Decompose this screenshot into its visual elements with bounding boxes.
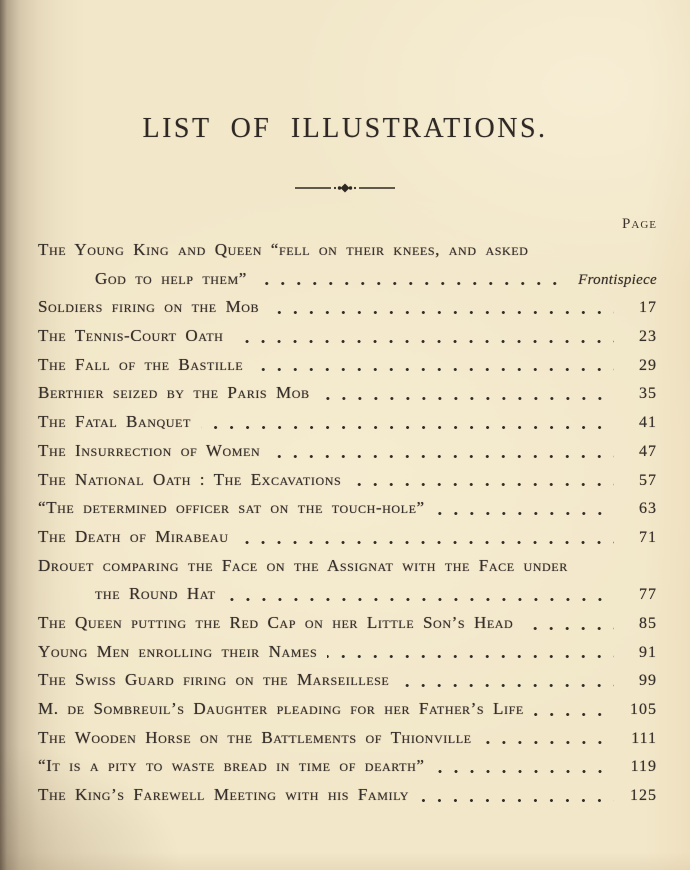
illustration-entry-line [38, 638, 657, 667]
entry-page-number: 119 [630, 758, 657, 776]
illustration-entry-line [38, 580, 657, 609]
entry-page-number: 35 [639, 385, 657, 403]
leader-dots [191, 408, 623, 437]
entry-title: Young Men enrolling their Names [38, 641, 318, 661]
entry-title: Berthier seized by the Paris Mob [38, 383, 310, 403]
fleuron-divider-icon [293, 182, 397, 194]
illustration-entry-line [38, 293, 657, 322]
entry-page-number: 125 [630, 787, 657, 805]
entry-page-number: 23 [639, 328, 657, 346]
leader-dots [243, 351, 623, 380]
leader-dots [341, 466, 623, 495]
illustration-entry-line [38, 781, 657, 810]
entry-title: The Death of Mirabeau [38, 526, 229, 546]
entry-page-number: 85 [639, 614, 657, 632]
leader-dots [409, 781, 623, 810]
illustration-entry-line [38, 265, 657, 294]
entry-title: The Young King and Queen “fell on their knees, and asked [38, 240, 529, 259]
entry-page-number: 47 [639, 442, 657, 460]
illustration-entry-line [38, 695, 657, 724]
leader-dots [260, 437, 623, 466]
entry-title: The King’s Farewell Meeting with his Family [38, 785, 410, 805]
entry-title: Soldiers firing on the Mob [38, 297, 260, 317]
entry-page-number: Frontispiece [578, 271, 657, 288]
leader-dots [228, 523, 623, 552]
entry-page-number: 99 [639, 672, 657, 690]
illustration-entry-line [38, 466, 657, 495]
divider-ornament [0, 181, 690, 199]
illustration-entry-line [38, 552, 657, 581]
illustration-entry-line [38, 724, 657, 753]
leader-dots [216, 580, 623, 609]
leader-dots [259, 293, 623, 322]
illustration-entry-line [38, 523, 657, 552]
entry-title: Drouet comparing the Face on the Assignat with the Face under [38, 555, 568, 575]
leader-dots [513, 609, 623, 638]
page-column-header: Page [622, 216, 657, 232]
illustration-entry-line [38, 752, 657, 781]
illustration-entry-line [38, 322, 657, 351]
entry-page-number: 57 [639, 471, 657, 489]
entry-title: “The determined officer sat on the touch-hole” [38, 498, 425, 518]
leader-dots [389, 666, 623, 695]
leader-dots [317, 638, 623, 667]
entry-title: “It is a pity to waste bread in time of dearth” [38, 756, 425, 776]
entry-page-number: 105 [630, 701, 657, 718]
illustration-entry-line [38, 609, 657, 638]
illustrations-list [38, 212, 657, 810]
entry-title: God to help them” [95, 268, 247, 288]
leader-dots [524, 695, 623, 724]
leader-dots [247, 265, 578, 294]
entry-page-number: 29 [639, 356, 657, 374]
entry-title: The Swiss Guard firing on the Marseillese [38, 670, 390, 690]
entry-title: The Fatal Banquet [38, 412, 191, 432]
leader-dots [425, 752, 624, 781]
entry-title: The Fall of the Bastille [38, 354, 244, 374]
entry-title: M. de Sombreuil’s Daughter pleading for her Father’s Life [38, 699, 524, 718]
entry-title: The Queen putting the Red Cap on her Little Son’s Head [38, 612, 514, 632]
illustration-entry-line [38, 494, 657, 523]
illustration-entry-line [38, 666, 657, 695]
entry-page-number: 17 [639, 299, 657, 317]
illustration-entry-line [38, 408, 657, 437]
leader-dots [223, 322, 623, 351]
entry-title: The Wooden Horse on the Battlements of Thionville [38, 727, 472, 747]
illustration-entry-line [38, 236, 657, 265]
entry-title: the Round Hat [95, 584, 216, 604]
entry-title: The Tennis-Court Oath [38, 326, 224, 346]
illustration-entry-line [38, 379, 657, 408]
page-title: LIST OF ILLUSTRATIONS. [142, 113, 548, 144]
leader-dots [310, 379, 623, 408]
entry-title: The National Oath : The Excavations [38, 469, 342, 489]
illustration-entry-line [38, 437, 657, 466]
illustration-entry-line [38, 351, 657, 380]
entry-page-number: 71 [639, 528, 657, 546]
entry-page-number: 91 [639, 643, 657, 661]
entry-page-number: 63 [639, 500, 657, 518]
entry-title: The Insurrection of Women [38, 440, 261, 460]
leader-dots [472, 724, 623, 753]
entry-page-number: 41 [639, 414, 657, 432]
entries-container [38, 236, 657, 810]
entry-page-number: 111 [631, 729, 657, 747]
entry-page-number: 77 [639, 586, 657, 604]
leader-dots [425, 494, 623, 523]
